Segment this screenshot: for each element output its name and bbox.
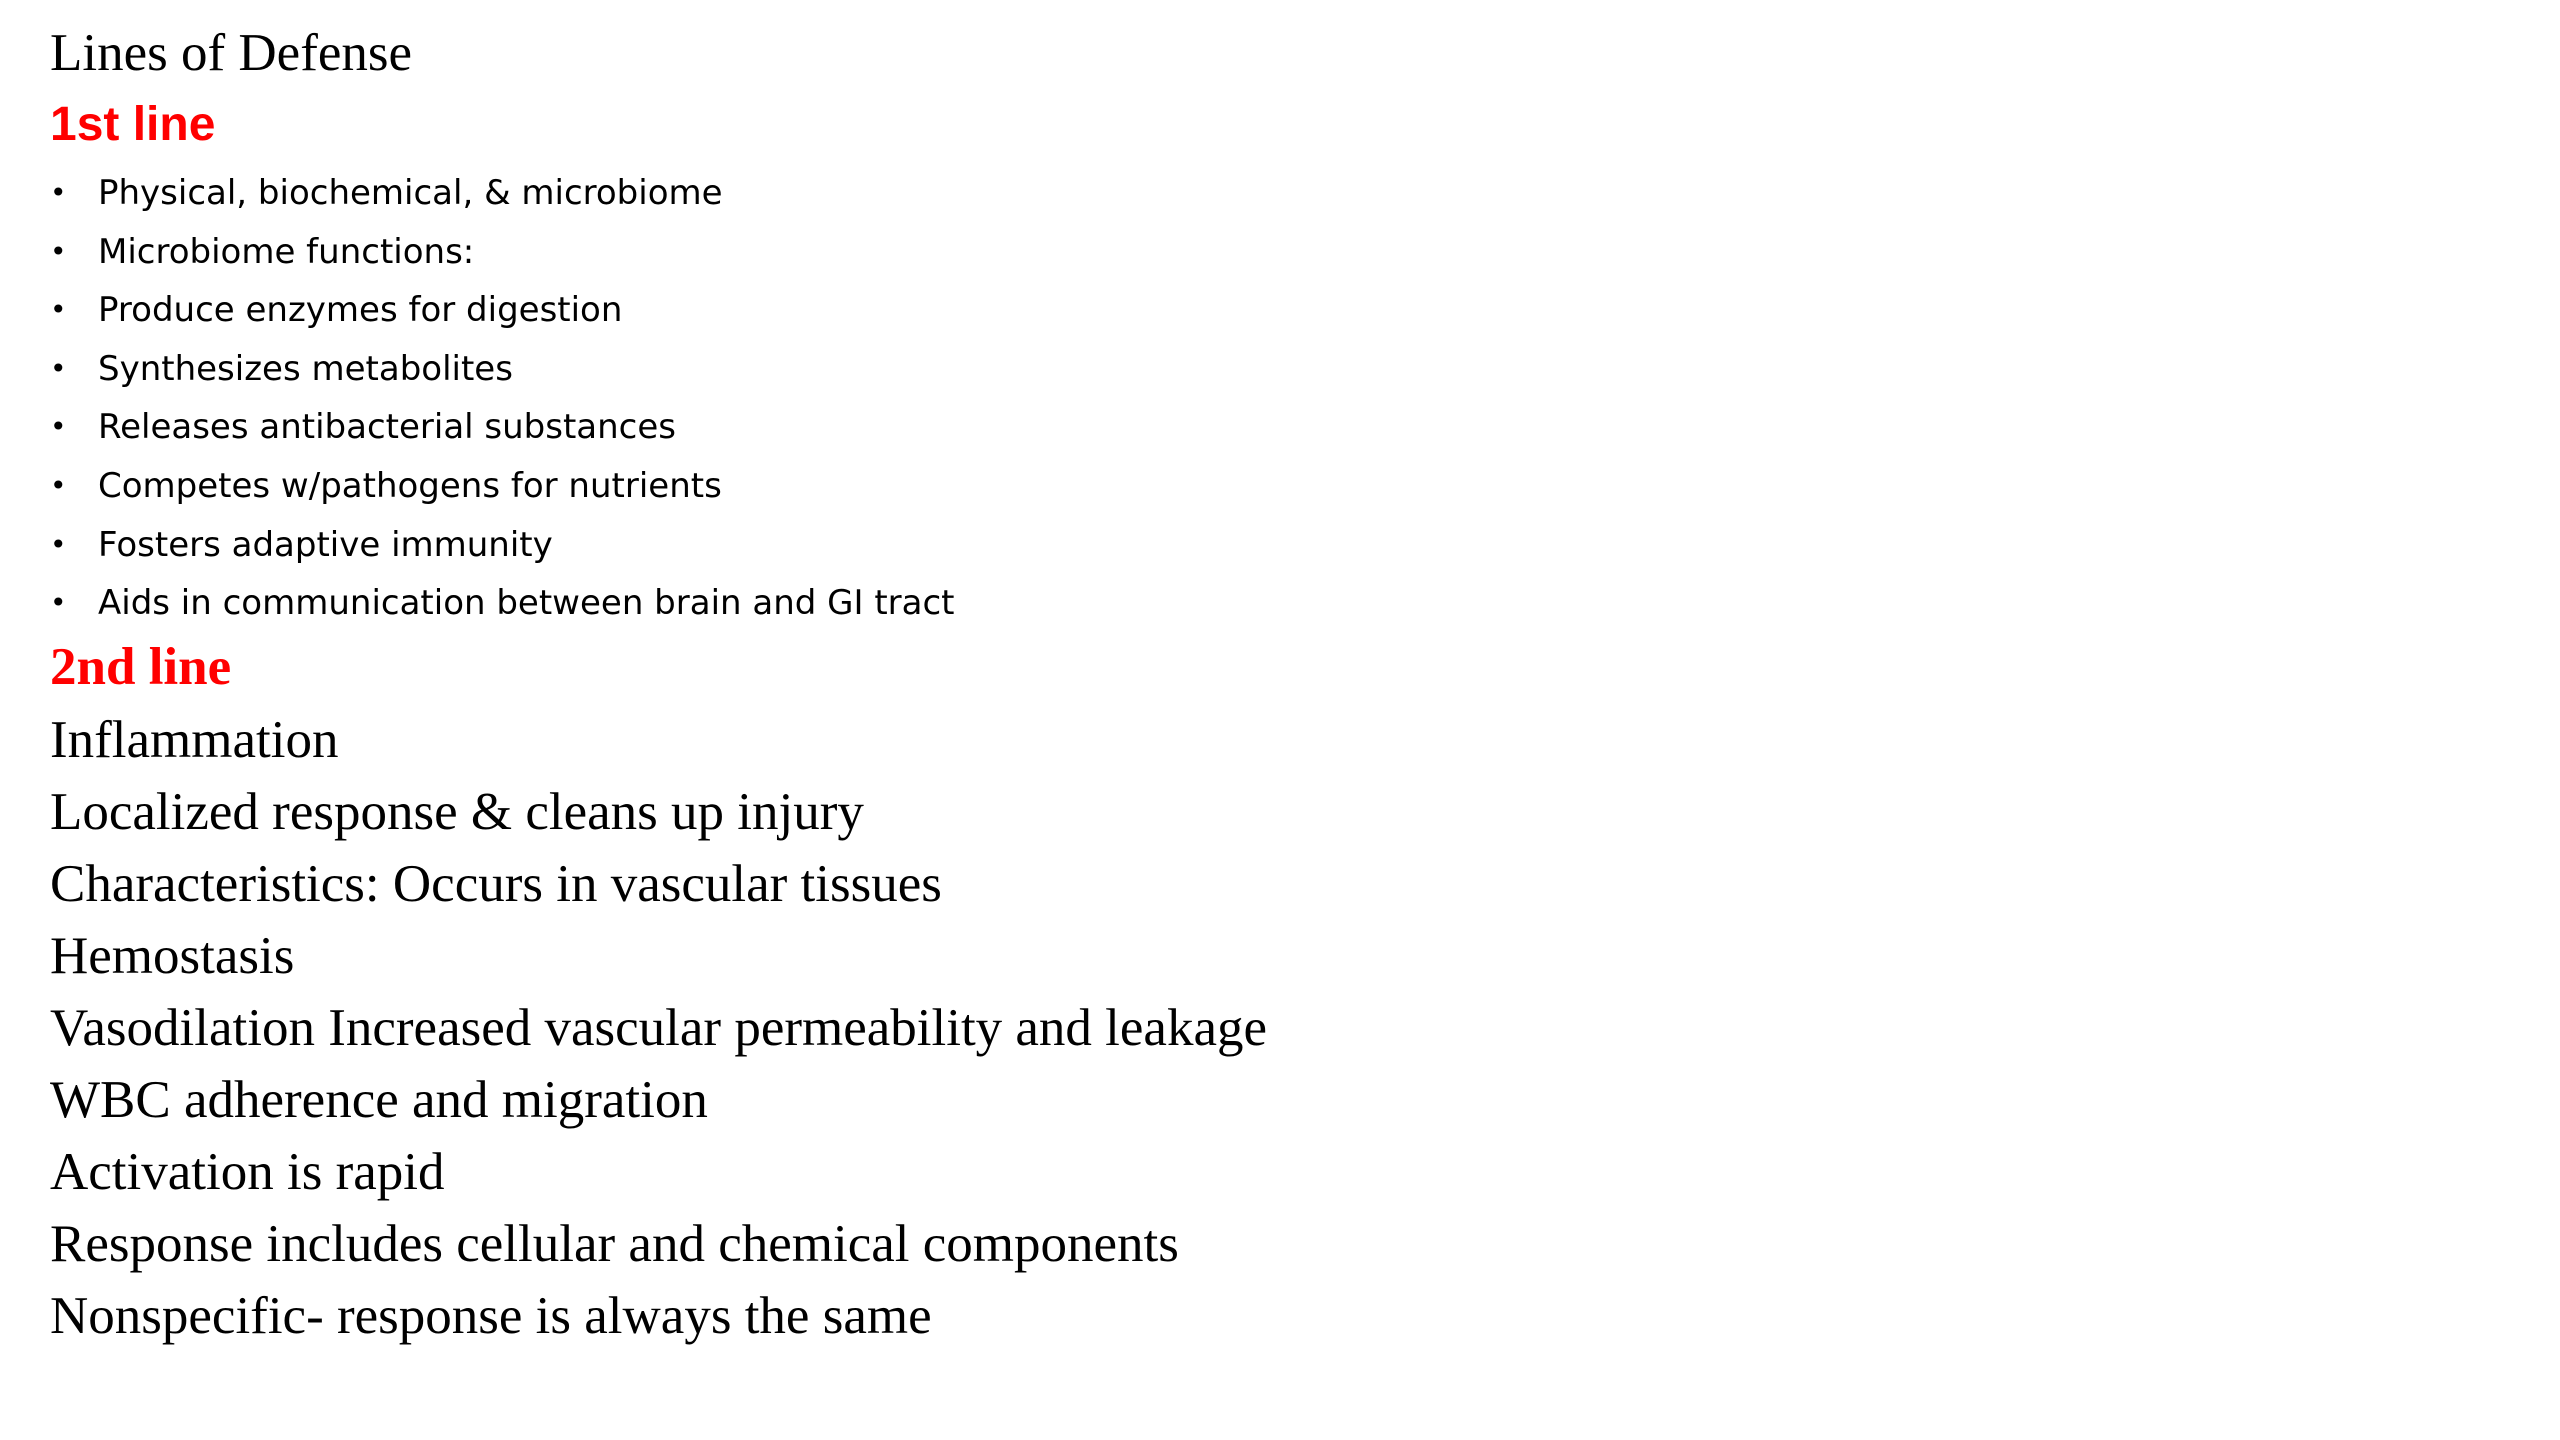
list-item-text: Produce enzymes for digestion	[98, 290, 623, 331]
slide-title: Lines of Defense	[50, 24, 413, 82]
list-item	[50, 340, 955, 399]
bullet-icon: •	[50, 351, 67, 385]
list-item-text: Releases antibacterial substances	[98, 407, 676, 448]
list-item	[50, 398, 955, 457]
list-item	[50, 223, 955, 282]
list-item	[50, 574, 955, 633]
list-item	[50, 281, 955, 340]
bullet-icon: •	[50, 234, 67, 268]
list-item	[50, 516, 955, 575]
text-line: Response includes cellular and chemical components	[50, 1215, 1179, 1273]
list-item-text: Aids in communication between brain and GI tract	[98, 583, 955, 624]
text-line: Inflammation	[50, 711, 339, 769]
second-line-text-list	[50, 704, 1267, 1352]
text-line: Activation is rapid	[50, 1143, 445, 1201]
bullet-icon: •	[50, 410, 67, 444]
list-item-text: Physical, biochemical, & microbiome	[98, 173, 723, 213]
first-line-bullet-list	[50, 164, 955, 633]
text-line: Characteristics: Occurs in vascular tissues	[50, 855, 942, 913]
bullet-icon: •	[50, 586, 67, 620]
text-line: Hemostasis	[50, 927, 295, 985]
list-item	[50, 164, 955, 223]
bullet-icon: •	[50, 176, 67, 209]
section-heading-second-line: 2nd line	[50, 638, 232, 696]
text-line: Localized response & cleans up injury	[50, 783, 864, 841]
bullet-icon: •	[50, 293, 67, 327]
bullet-icon: •	[50, 468, 67, 502]
text-line: Vasodilation Increased vascular permeability and leakage	[50, 999, 1268, 1057]
list-item	[50, 457, 955, 516]
text-line: WBC adherence and migration	[50, 1071, 708, 1129]
section-heading-first-line: 1st line	[50, 98, 216, 151]
list-item-text: Synthesizes metabolites	[98, 348, 513, 389]
list-item-text: Fosters adaptive immunity	[98, 524, 553, 565]
list-item-text: Competes w/pathogens for nutrients	[98, 465, 722, 506]
text-line: Nonspecific- response is always the same	[50, 1287, 932, 1345]
bullet-icon: •	[50, 527, 67, 561]
list-item-text: Microbiome functions:	[98, 231, 475, 272]
